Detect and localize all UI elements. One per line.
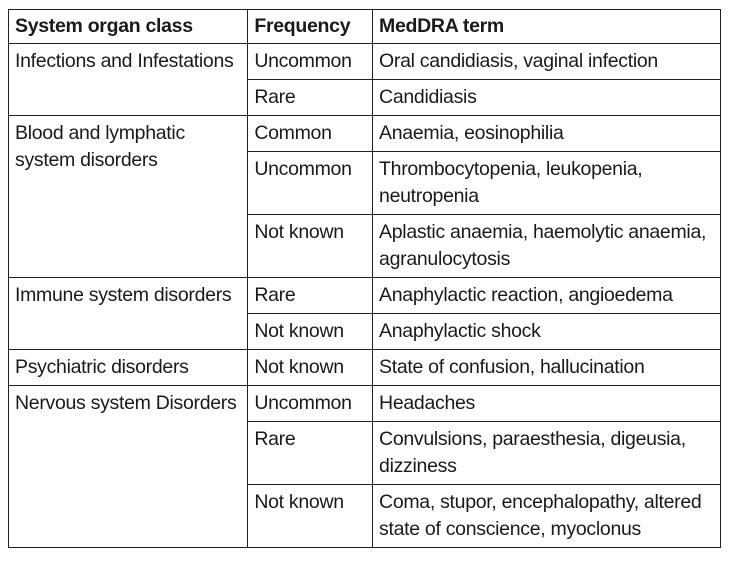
system-organ-class-cell: Immune system disorders [9,278,248,350]
frequency-cell: Rare [248,278,373,314]
frequency-cell: Rare [248,80,373,116]
header-row [9,10,721,44]
frequency-cell: Not known [248,350,373,386]
system-organ-class-cell: Psychiatric disorders [9,350,248,386]
table-row [9,386,721,422]
meddra-term-cell: Oral candidiasis, vaginal infection [373,44,721,80]
meddra-term-cell: Thrombocytopenia, leukopenia, neutropenia [373,152,721,215]
meddra-term-cell: Candidiasis [373,80,721,116]
meddra-term-cell: Convulsions, paraesthesia, digeusia, dizziness [373,422,721,485]
table-row [9,116,721,152]
system-organ-class-cell: Blood and lymphatic system disorders [9,116,248,278]
table-row [9,278,721,314]
frequency-cell: Uncommon [248,386,373,422]
frequency-cell: Uncommon [248,44,373,80]
adverse-reactions-table [8,9,721,548]
frequency-cell: Rare [248,422,373,485]
table-row [9,350,721,386]
header-frequency: Frequency [248,10,373,44]
meddra-term-cell: Coma, stupor, encephalopathy, altered state of conscience, myoclonus [373,485,721,548]
frequency-cell: Not known [248,485,373,548]
system-organ-class-cell: Nervous system Disorders [9,386,248,548]
meddra-term-cell: Aplastic anaemia, haemolytic anaemia, agranulocytosis [373,215,721,278]
header-meddra-term: MedDRA term [373,10,721,44]
system-organ-class-cell: Infections and Infestations [9,44,248,116]
header-system-organ-class: System organ class [9,10,248,44]
frequency-cell: Uncommon [248,152,373,215]
meddra-term-cell: Anaphylactic shock [373,314,721,350]
frequency-cell: Common [248,116,373,152]
meddra-term-cell: Headaches [373,386,721,422]
table-row [9,44,721,80]
frequency-cell: Not known [248,314,373,350]
meddra-term-cell: Anaemia, eosinophilia [373,116,721,152]
meddra-term-cell: Anaphylactic reaction, angioedema [373,278,721,314]
meddra-term-cell: State of confusion, hallucination [373,350,721,386]
frequency-cell: Not known [248,215,373,278]
